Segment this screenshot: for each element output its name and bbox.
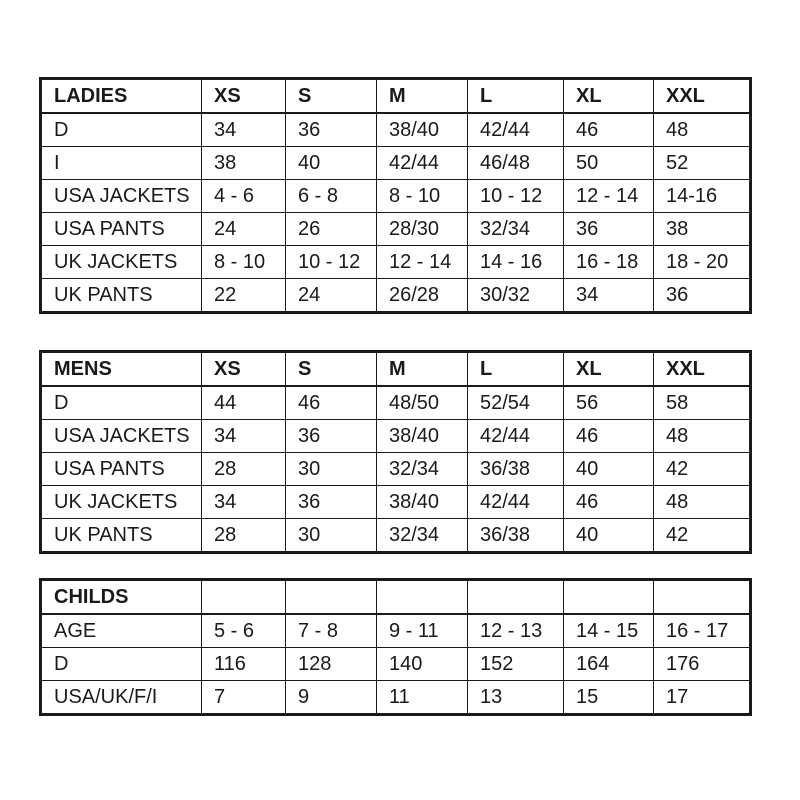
size-cell: 32/34 [468,213,564,246]
size-header-m: M [377,79,468,114]
ladies-row-usa-jackets [41,180,751,213]
size-cell: 38/40 [377,113,468,147]
size-cell: 12 - 13 [468,614,564,648]
size-cell: 36/38 [468,519,564,553]
size-cell: 7 - 8 [286,614,377,648]
size-cell: 18 - 20 [654,246,751,279]
size-cell: 48/50 [377,386,468,420]
size-cell: 128 [286,648,377,681]
mens-header-row [41,352,751,387]
size-cell: 40 [286,147,377,180]
size-cell: 14-16 [654,180,751,213]
size-cell: 36 [654,279,751,313]
size-cell: 48 [654,113,751,147]
size-cell: 24 [286,279,377,313]
row-label: UK JACKETS [41,486,202,519]
empty-header-cell [286,580,377,615]
size-cell: 56 [564,386,654,420]
size-cell: 58 [654,386,751,420]
size-header-xs: XS [202,79,286,114]
size-cell: 176 [654,648,751,681]
size-cell: 38 [654,213,751,246]
size-header-xs: XS [202,352,286,387]
size-cell: 46 [564,486,654,519]
size-cell: 40 [564,519,654,553]
childs-header-row [41,580,751,615]
ladies-row-d [41,113,751,147]
size-cell: 40 [564,453,654,486]
size-header-s: S [286,352,377,387]
empty-header-cell [654,580,751,615]
size-cell: 44 [202,386,286,420]
size-cell: 34 [202,113,286,147]
size-header-l: L [468,79,564,114]
size-cell: 32/34 [377,519,468,553]
size-cell: 8 - 10 [377,180,468,213]
size-cell: 30/32 [468,279,564,313]
row-label: I [41,147,202,180]
mens-row-uk-pants [41,519,751,553]
size-cell: 48 [654,420,751,453]
mens-size-table [39,350,752,554]
size-cell: 152 [468,648,564,681]
size-cell: 42/44 [377,147,468,180]
size-cell: 32/34 [377,453,468,486]
row-label: USA/UK/F/I [41,681,202,715]
size-header-m: M [377,352,468,387]
ladies-title: LADIES [41,79,202,114]
empty-header-cell [377,580,468,615]
size-cell: 36 [564,213,654,246]
size-cell: 42 [654,519,751,553]
size-cell: 7 [202,681,286,715]
size-cell: 34 [564,279,654,313]
size-cell: 48 [654,486,751,519]
size-header-xxl: XXL [654,352,751,387]
size-cell: 8 - 10 [202,246,286,279]
mens-title: MENS [41,352,202,387]
empty-header-cell [468,580,564,615]
size-cell: 26 [286,213,377,246]
size-cell: 36 [286,486,377,519]
row-label: D [41,386,202,420]
size-cell: 6 - 8 [286,180,377,213]
row-label: UK JACKETS [41,246,202,279]
size-cell: 9 - 11 [377,614,468,648]
size-cell: 12 - 14 [377,246,468,279]
size-header-l: L [468,352,564,387]
ladies-size-table [39,77,752,314]
ladies-row-usa-pants [41,213,751,246]
childs-size-table [39,578,752,716]
size-cell: 38/40 [377,420,468,453]
size-cell: 17 [654,681,751,715]
size-cell: 24 [202,213,286,246]
size-cell: 11 [377,681,468,715]
size-cell: 16 - 18 [564,246,654,279]
childs-row-usa-uk-f-i [41,681,751,715]
size-cell: 15 [564,681,654,715]
row-label: D [41,113,202,147]
row-label: D [41,648,202,681]
childs-row-age [41,614,751,648]
size-cell: 22 [202,279,286,313]
empty-header-cell [202,580,286,615]
size-cell: 28/30 [377,213,468,246]
size-cell: 46 [564,420,654,453]
size-cell: 52/54 [468,386,564,420]
size-cell: 10 - 12 [286,246,377,279]
row-label: USA JACKETS [41,420,202,453]
size-cell: 46 [564,113,654,147]
size-cell: 16 - 17 [654,614,751,648]
size-cell: 9 [286,681,377,715]
mens-row-d [41,386,751,420]
empty-header-cell [564,580,654,615]
size-cell: 46 [286,386,377,420]
row-label: USA PANTS [41,453,202,486]
size-cell: 30 [286,453,377,486]
size-cell: 36 [286,113,377,147]
size-cell: 13 [468,681,564,715]
size-cell: 4 - 6 [202,180,286,213]
row-label: USA PANTS [41,213,202,246]
size-cell: 14 - 15 [564,614,654,648]
size-header-xxl: XXL [654,79,751,114]
mens-row-usa-pants [41,453,751,486]
size-header-xl: XL [564,352,654,387]
size-cell: 10 - 12 [468,180,564,213]
size-cell: 46/48 [468,147,564,180]
childs-title: CHILDS [41,580,202,615]
size-cell: 5 - 6 [202,614,286,648]
row-label: USA JACKETS [41,180,202,213]
size-cell: 36/38 [468,453,564,486]
size-cell: 52 [654,147,751,180]
size-cell: 140 [377,648,468,681]
size-cell: 14 - 16 [468,246,564,279]
size-cell: 42/44 [468,420,564,453]
size-cell: 42 [654,453,751,486]
size-cell: 42/44 [468,486,564,519]
mens-row-uk-jackets [41,486,751,519]
size-cell: 26/28 [377,279,468,313]
size-cell: 42/44 [468,113,564,147]
size-cell: 30 [286,519,377,553]
row-label: UK PANTS [41,279,202,313]
size-cell: 38/40 [377,486,468,519]
size-cell: 36 [286,420,377,453]
size-cell: 34 [202,486,286,519]
size-cell: 116 [202,648,286,681]
childs-row-d [41,648,751,681]
mens-row-usa-jackets [41,420,751,453]
ladies-row-uk-pants [41,279,751,313]
size-cell: 38 [202,147,286,180]
size-cell: 164 [564,648,654,681]
ladies-header-row [41,79,751,114]
size-cell: 12 - 14 [564,180,654,213]
size-header-xl: XL [564,79,654,114]
ladies-row-i [41,147,751,180]
size-cell: 50 [564,147,654,180]
size-header-s: S [286,79,377,114]
row-label: UK PANTS [41,519,202,553]
size-cell: 28 [202,453,286,486]
row-label: AGE [41,614,202,648]
size-cell: 34 [202,420,286,453]
size-cell: 28 [202,519,286,553]
ladies-row-uk-jackets [41,246,751,279]
